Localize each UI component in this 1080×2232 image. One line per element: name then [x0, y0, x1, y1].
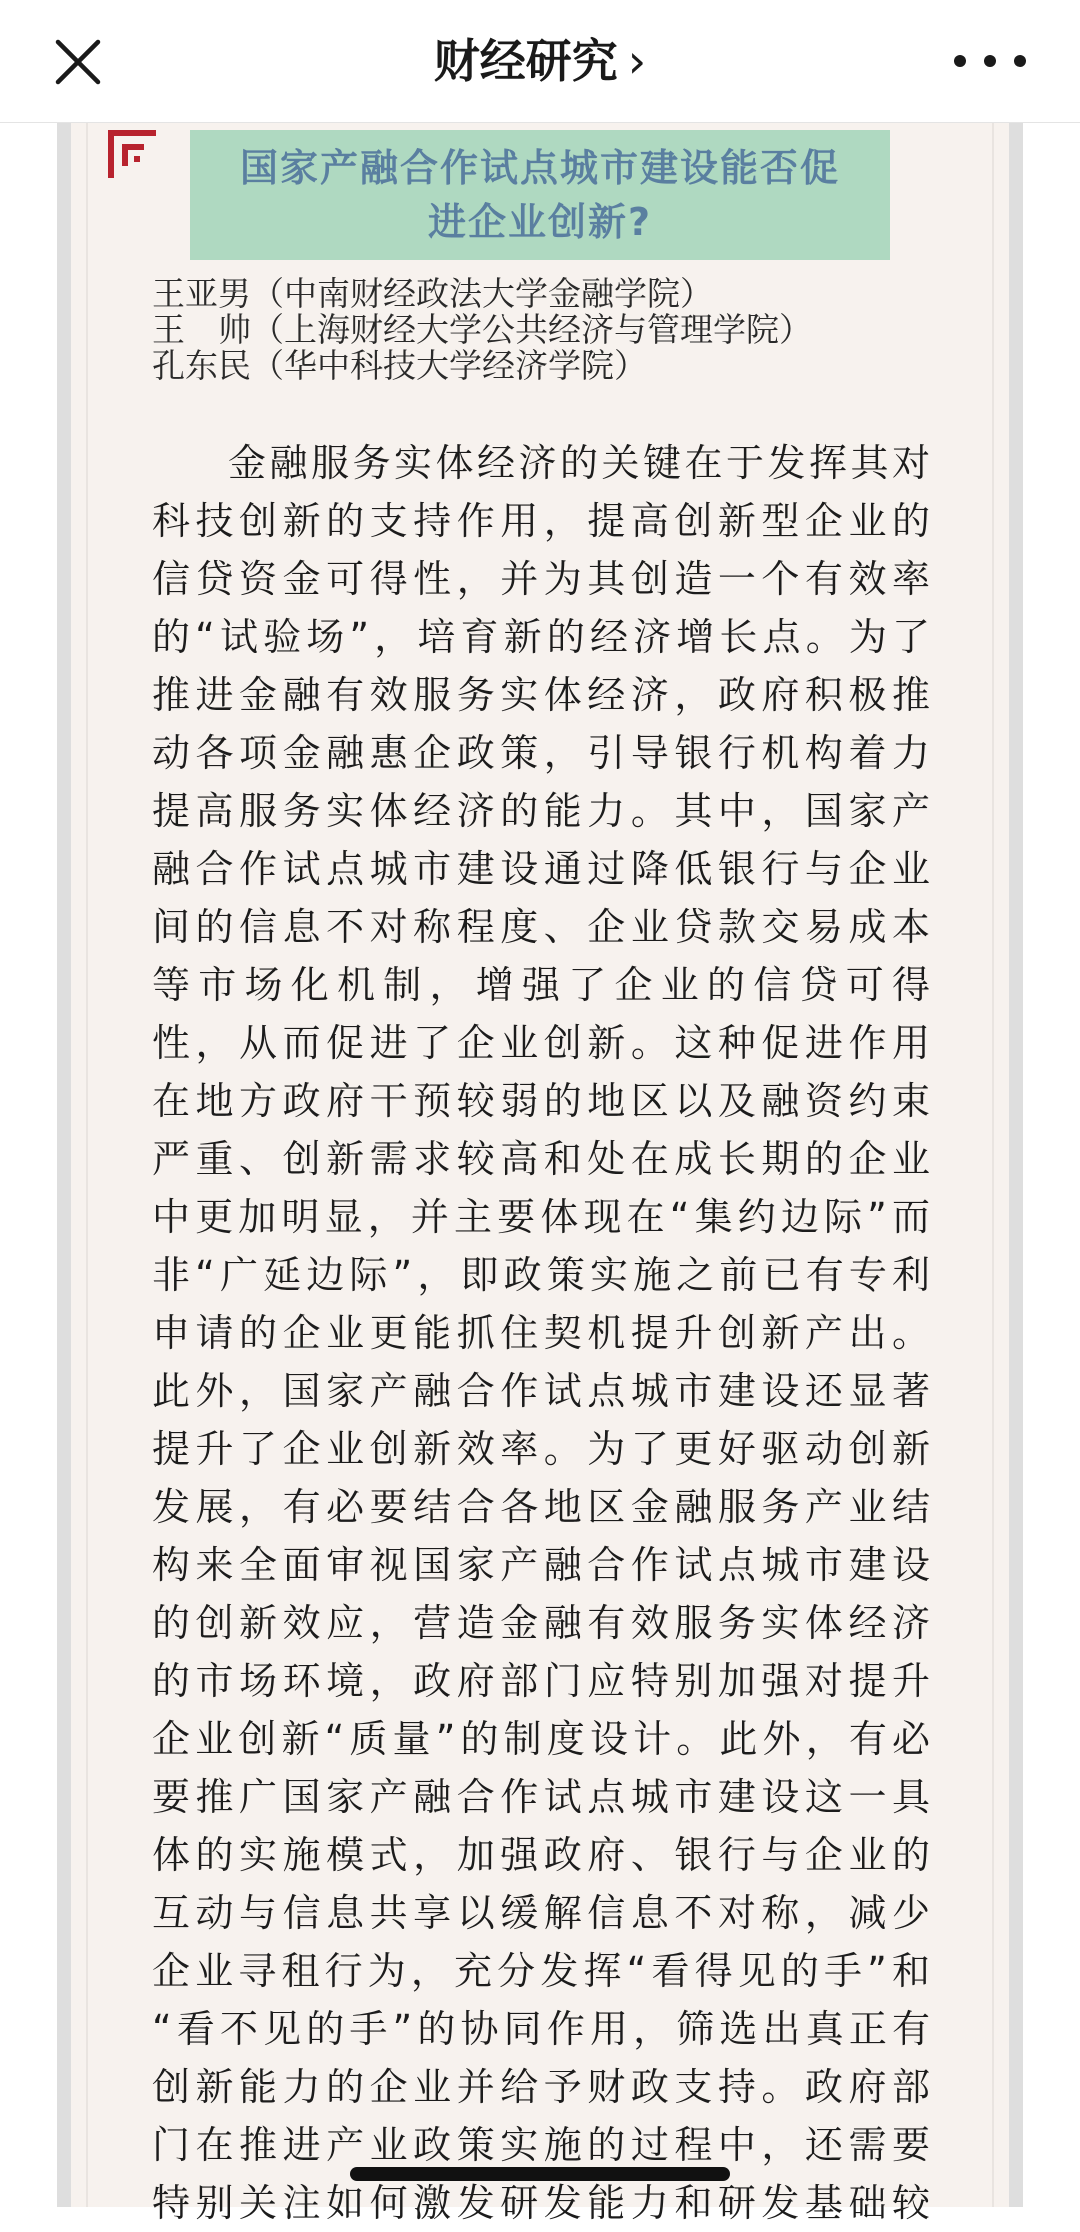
body-line: “看不见的手”的协同作用，筛选出真正有	[152, 2007, 930, 2051]
body-line: 动各项金融惠企政策，引导银行机构着力	[152, 731, 930, 775]
body-line: 企业创新“质量”的制度设计。此外，有必	[152, 1717, 930, 1761]
article-title-line-2: 进企业创新?	[427, 200, 653, 244]
body-line: 创新能力的企业并给予财政支持。政府部	[152, 2065, 930, 2109]
body-line: 科技创新的支持作用，提高创新型企业的	[152, 499, 930, 543]
body-line: 此外，国家产融合作试点城市建设还显著	[152, 1369, 930, 1413]
body-line: 信贷资金可得性，并为其创造一个有效率	[152, 557, 930, 601]
body-line: 等市场化机制，增强了企业的信贷可得	[152, 963, 930, 1007]
home-indicator[interactable]	[350, 2167, 730, 2181]
body-line: 非“广延边际”，即政策实施之前已有专利	[152, 1253, 930, 1297]
body-line: 性，从而促进了企业创新。这种促进作用	[152, 1021, 930, 1065]
author-1: 王亚男（中南财经政法大学金融学院）	[152, 274, 713, 313]
author-list	[152, 276, 972, 384]
author-3: 孔东民（华中科技大学经济学院）	[152, 346, 647, 385]
article-body	[152, 434, 930, 2232]
body-line: 中更加明显，并主要体现在“集约边际”而	[152, 1195, 930, 1239]
article-title-line-1: 国家产融合作试点城市建设能否促	[239, 146, 840, 190]
body-line: 间的信息不对称程度、企业贷款交易成本	[152, 905, 930, 949]
body-line: 的市场环境，政府部门应特别加强对提升	[152, 1659, 930, 1703]
navigation-bar	[0, 0, 1080, 123]
body-line: 金融服务实体经济的关键在于发挥其对	[228, 441, 930, 485]
more-options-button[interactable]	[950, 50, 1030, 72]
body-line: 构来全面审视国家产融合作试点城市建设	[152, 1543, 930, 1587]
body-line: 在地方政府干预较弱的地区以及融资约束	[152, 1079, 930, 1123]
frame-rule-right	[992, 123, 994, 2207]
body-line: 申请的企业更能抓住契机提升创新产出。	[152, 1311, 930, 1355]
body-line: 企业寻租行为，充分发挥“看得见的手”和	[152, 1949, 930, 1993]
corner-ornament-icon	[104, 126, 160, 182]
author-2: 王 帅（上海财经大学公共经济与管理学院）	[152, 310, 812, 349]
body-line: 融合作试点城市建设通过降低银行与企业	[152, 847, 930, 891]
account-title-link[interactable]	[0, 30, 1080, 92]
account-name: 财经研究	[433, 34, 618, 88]
more-icon	[950, 50, 1030, 72]
body-line: 严重、创新需求较高和处在成长期的企业	[152, 1137, 930, 1181]
body-line: 提升了企业创新效率。为了更好驱动创新	[152, 1427, 930, 1471]
body-line: 的“试验场”，培育新的经济增长点。为了	[152, 615, 930, 659]
frame-rule-left	[86, 123, 88, 2207]
body-line: 推进金融有效服务实体经济，政府积极推	[152, 673, 930, 717]
body-line: 提高服务实体经济的能力。其中，国家产	[152, 789, 930, 833]
body-line: 特别关注如何激发研发能力和研发基础较	[152, 2181, 930, 2225]
body-line: 发展，有必要结合各地区金融服务产业结	[152, 1485, 930, 1529]
body-line: 体的实施模式，加强政府、银行与企业的	[152, 1833, 930, 1877]
body-line: 要推广国家产融合作试点城市建设这一具	[152, 1775, 930, 1819]
chevron-right-icon: ›	[627, 34, 647, 88]
body-line: 互动与信息共享以缓解信息不对称，减少	[152, 1891, 930, 1935]
body-line: 门在推进产业政策实施的过程中，还需要	[152, 2123, 930, 2167]
body-line: 的创新效应，营造金融有效服务实体经济	[152, 1601, 930, 1645]
article-title	[190, 130, 890, 260]
